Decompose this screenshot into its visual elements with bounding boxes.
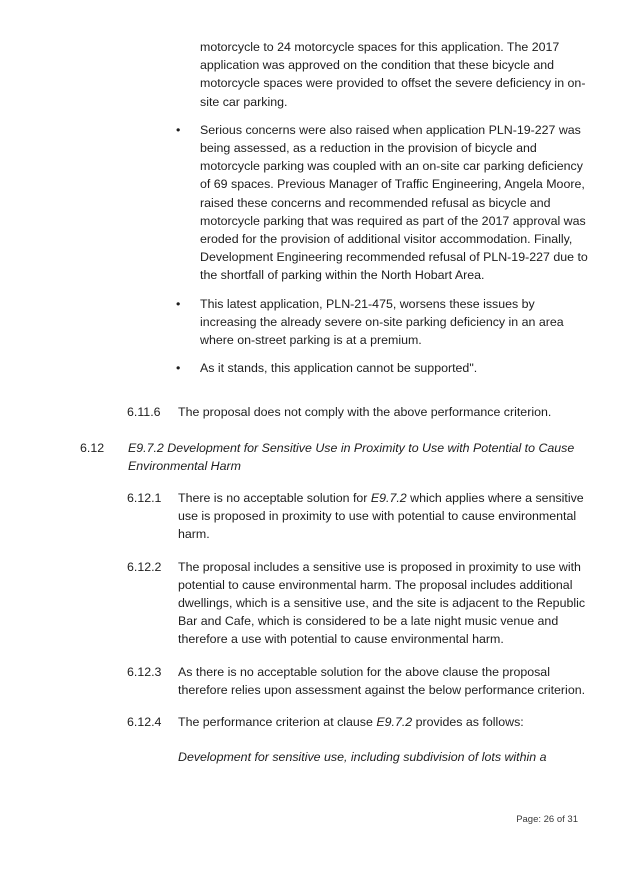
clause-text-segment: provides as follows: [412,715,524,730]
bullet-text: As it stands, this application cannot be supported". [200,361,478,376]
page-footer: Page: 26 of 31 [516,814,578,825]
clause-number: 6.12.4 [127,715,162,730]
paragraph-continuation: motorcycle to 24 motorcycle spaces for this application. The 2017 application was approved on the condition that these bicycle and motorcycle spaces were provided to offset the severe deficiency in on-site car parking. [200,40,586,109]
bullet-item [176,121,622,285]
bullet-text: This latest application, PLN-21-475, worsens these issues by increasing the already severe on-site parking deficiency in an area where on-street parking is at a premium. [200,296,564,348]
clause-6-12-3 [127,663,622,699]
bullet-text: Serious concerns were also raised when application PLN-19-227 was being assessed, as a reduction in the provision of bicycle and motorcycle parking was coupled with an on-site car parking deficiency of 69 spaces. Previous Manager of Traffic Engineering, Angela Moore, raised these concerns and recommended refusal as bicycle and motorcycle parking that was required as part of the 2017 approval was eroded for the provision of additional visitor accommodation. Finally, Development Engineering recommended refusal of PLN-19-227 due to the shortfall of parking within the North Hobart Area. [200,122,588,283]
clause-6-11-6 [127,403,622,421]
clause-text-segment: which applies where a sensitive use is proposed in proximity to use with potential to cause environmental harm. [178,491,584,542]
clause-text-segment: There is no acceptable solution for [178,491,371,506]
clause-reference: E9.7.2 [376,715,413,730]
bullet-icon: • [176,122,181,137]
clause-text: The proposal does not comply with the above performance criterion. [178,405,552,420]
clause-6-12-2 [127,558,622,649]
bullet-icon: • [176,361,181,376]
clause-number: 6.12.3 [127,664,162,679]
clause-text: As there is no acceptable solution for the above clause the proposal therefore relies upon assessment against the below performance criterion. [178,664,586,697]
section-heading: E9.7.2 Development for Sensitive Use in Proximity to Use with Potential to Cause Environmental Harm [128,440,575,473]
document-content [0,38,622,767]
bullet-item [176,295,622,350]
section-number: 6.12 [80,440,105,455]
clause-text-segment: The performance criterion at clause [178,715,377,730]
clause-number: 6.11.6 [127,405,161,420]
section-6-12 [80,439,622,475]
quoted-provision: Development for sensitive use, including subdivision of lots within a [178,750,547,765]
clause-number: 6.12.2 [127,559,162,574]
clause-reference: E9.7.2 [370,491,407,506]
clause-text [178,713,602,731]
bullet-icon: • [176,296,181,311]
clause-6-12-4 [127,713,622,731]
bullet-item [176,359,622,377]
clause-text: The proposal includes a sensitive use is proposed in proximity to use with potential to cause environmental harm. The proposal includes additional dwellings, which is a sensitive use, and the site is adjacent to the Republic Bar and Cafe, which is considered to be a late night music venue and therefore a use with potential to cause environmental harm. [178,559,586,647]
clause-number: 6.12.1 [127,491,162,506]
clause-6-12-1 [127,489,622,544]
clause-text [178,489,602,544]
